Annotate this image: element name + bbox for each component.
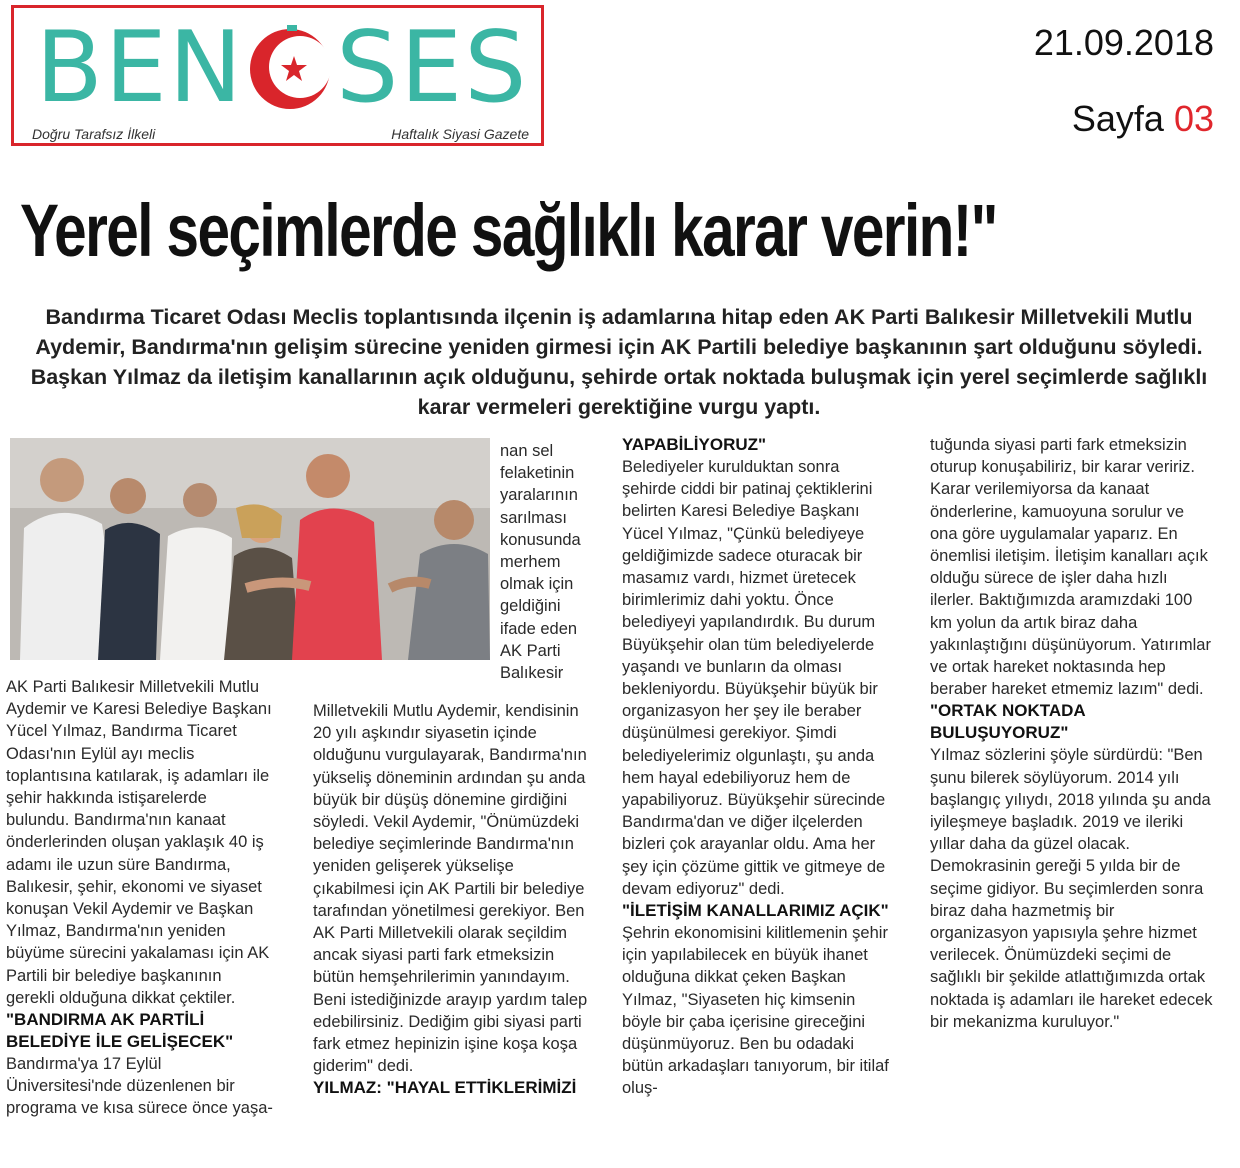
newspaper-logo [32,11,532,125]
page-number: 03 [1173,98,1214,139]
motto-left: Doğru Tarafsız İlkeli [32,126,156,142]
body-paragraph: tuğunda siyasi parti fark etmeksizin oturup konuşabiliriz, bir karar veririz. Karar verilemiyorsa da kanaat önderlerine, kamuoyuna sorulur ve ona göre uygulamalar yaparız. En önemlisi iletişim. İletişim kanalları açık olduğu sürece de işler daha hızlı ilerler. Baktığımızda aramızdaki 100 km yolun da artık biraz daha yakınlaştığını düşünüyorum. Yatırımlar ve ortak hareket noktasında hep beraber hareket etmemiz lazım" dedi. [930,436,1211,699]
article-column-3 [622,434,892,1100]
motto-right: Haftalık Siyasi Gazete [391,126,529,142]
article-headline: Yerel seçimlerde sağlıklı karar verin!" [20,189,997,272]
article-photo [10,438,490,660]
subheading: "BANDIRMA AK PARTİLİ BELEDİYE İLE GELİŞECEK" [6,1010,234,1052]
body-paragraph: Şehrin ekonomisini kilitlemenin şehir için yapılabilecek en büyük ihanet olduğuna dikkat çeken Başkan Yılmaz, "Siyaseten hiç kimsenin böyle bir çaba içerisine gireceğini düşünmüyoruz. Ben bu odadaki bütün arkadaşları tanıyorum, bir itilaf oluş- [622,924,889,1098]
subheading: "ORTAK NOKTADA BULUŞUYORUZ" [930,701,1086,743]
publication-date: 21.09.2018 [1033,22,1214,63]
article-lead: Bandırma Ticaret Odası Meclis toplantısında ilçenin iş adamlarına hitap eden AK Parti Balıkesir Milletvekili Mutlu Aydemir, Bandırma'nın gelişim sürecine yeniden girmesi için AK Partili belediye başkanının şart olduğunu söyledi. Başkan Yılmaz da iletişim kanallarının açık olduğunu, şehirde ortak noktada buluşmak için yerel seçimlerde sağlıklı karar vermeleri gerektiğine vurgu yaptı. [30,305,1208,419]
body-paragraph: AK Parti Balıkesir Milletvekili Mutlu Aydemir ve Karesi Belediye Başkanı Yücel Yılmaz, Bandırma Ticaret Odası'nın Eylül ayı meclis toplantısına katılarak, iş adamları ile şehir hakkında istişarelerde bulundu. Bandırma'nın kanaat önderlerinden oluşan yaklaşık 40 iş adamı ile uzun süre Bandırma, Balıkesir, şehir, ekonomi ve siyaset konuşan Vekil Aydemir ve Başkan Yılmaz, Bandırma'nın yeniden büyüme sürecini yakalaması için AK Partili bir belediye başkanının gerekli olduğuna dikkat çektiler. [6,678,272,1007]
article-column-2-top [500,440,596,684]
article-column-4 [930,434,1215,1033]
article-column-2 [313,700,596,1099]
body-paragraph: Yılmaz sözlerini şöyle sürdürdü: "Ben şunu bilerek söylüyorum. 2014 yılı başlangıç yılıydı, 2018 yılında şu anda iyileşmeye başladık. 2019 ve ileriki yıllar daha da güzel olacak. Demokrasinin gereği 5 yılda bir de seçime gidiyor. Bu seçimlerden sonra biraz daha hazmetmiş bir organizasyon yapısıyla şehre hizmet verilecek. Önümüzdeki seçimi de sağlıklı bir şekilde atlattığımızda ortak noktada iş adamları ile hareket edecek bir mekanizma kuruluyor." [930,746,1213,1031]
crescent-star-icon [246,25,334,111]
newspaper-masthead [11,5,544,146]
page-indicator [1072,98,1214,140]
body-paragraph: Milletvekili Mutlu Aydemir, kendisinin 20 yılı aşkındır siyasetin içinde olduğunu vurgulayarak, Bandırma'nın yükseliş döneminin ardından şu anda büyük bir düşüş dönemine girdiğini söyledi. Vekil Aydemir, "Önümüzdeki belediye seçimlerinde Bandırma'nın yeniden gelişerek yükselişe çıkabilmesi için AK Partili bir belediye tarafından yönetilmesi gerekiyor. Ben AK Parti Milletvekili olarak seçildim ancak siyasi parti fark etmeksizin bütün hemşehrilerimin yanındayım. Beni istediğinizde arayıp yardım talep edebilirsiniz. Dediğim gibi siyasi parti fark etmez hepinizin işine koşa koşa giderim" dedi. [313,702,588,1076]
subheading: YILMAZ: "HAYAL ETTİKLERİMİZİ [313,1078,577,1098]
body-paragraph: nan sel felaketinin yaralarının sarılması konusunda merhem olmak için geldiğini ifade eden AK Parti Balıkesir [500,442,581,683]
subheading: YAPABİLİYORUZ" [622,435,767,454]
logo-text-start: BEN [35,11,245,125]
body-paragraph: Bandırma'ya 17 Eylül Üniversitesi'nde düzenlenen bir programa ve kısa sürece önce yaşa- [6,1055,273,1118]
article-column-1 [6,676,274,1120]
page-label: Sayfa [1071,98,1164,139]
subheading: "İLETİŞİM KANALLARIMIZ AÇIK" [622,901,889,921]
logo-text-end: SES [336,11,529,125]
body-paragraph: Belediyeler kurulduktan sonra şehirde ciddi bir patinaj çektiklerini belirten Karesi Belediye Başkanı Yücel Yılmaz, "Çünkü belediyeye geldiğimizde sadece oturacak bir masamız vardı, hizmet üretecek birimlerimiz dahi yoktu. Önce belediyeyi yapılandırdık. Bu durum Büyükşehir olan tüm belediyelerde yaşandı ve bunların da olması bekleniyordu. Büyükşehir büyük bir organizasyon her şey ile beraber düşünülmesi gerekiyor. Şimdi belediyelerimiz olgunlaştı, şu anda hem hayal edebiliyoruz hem de yapabiliyoruz. Büyükşehir sürecinde Bandırma'dan ve diğer ilçelerden bizleri çok arayanlar oldu. Ama her şey için çözüme gittik ve gitmeye de devam ediyoruz" dedi. [622,458,886,898]
